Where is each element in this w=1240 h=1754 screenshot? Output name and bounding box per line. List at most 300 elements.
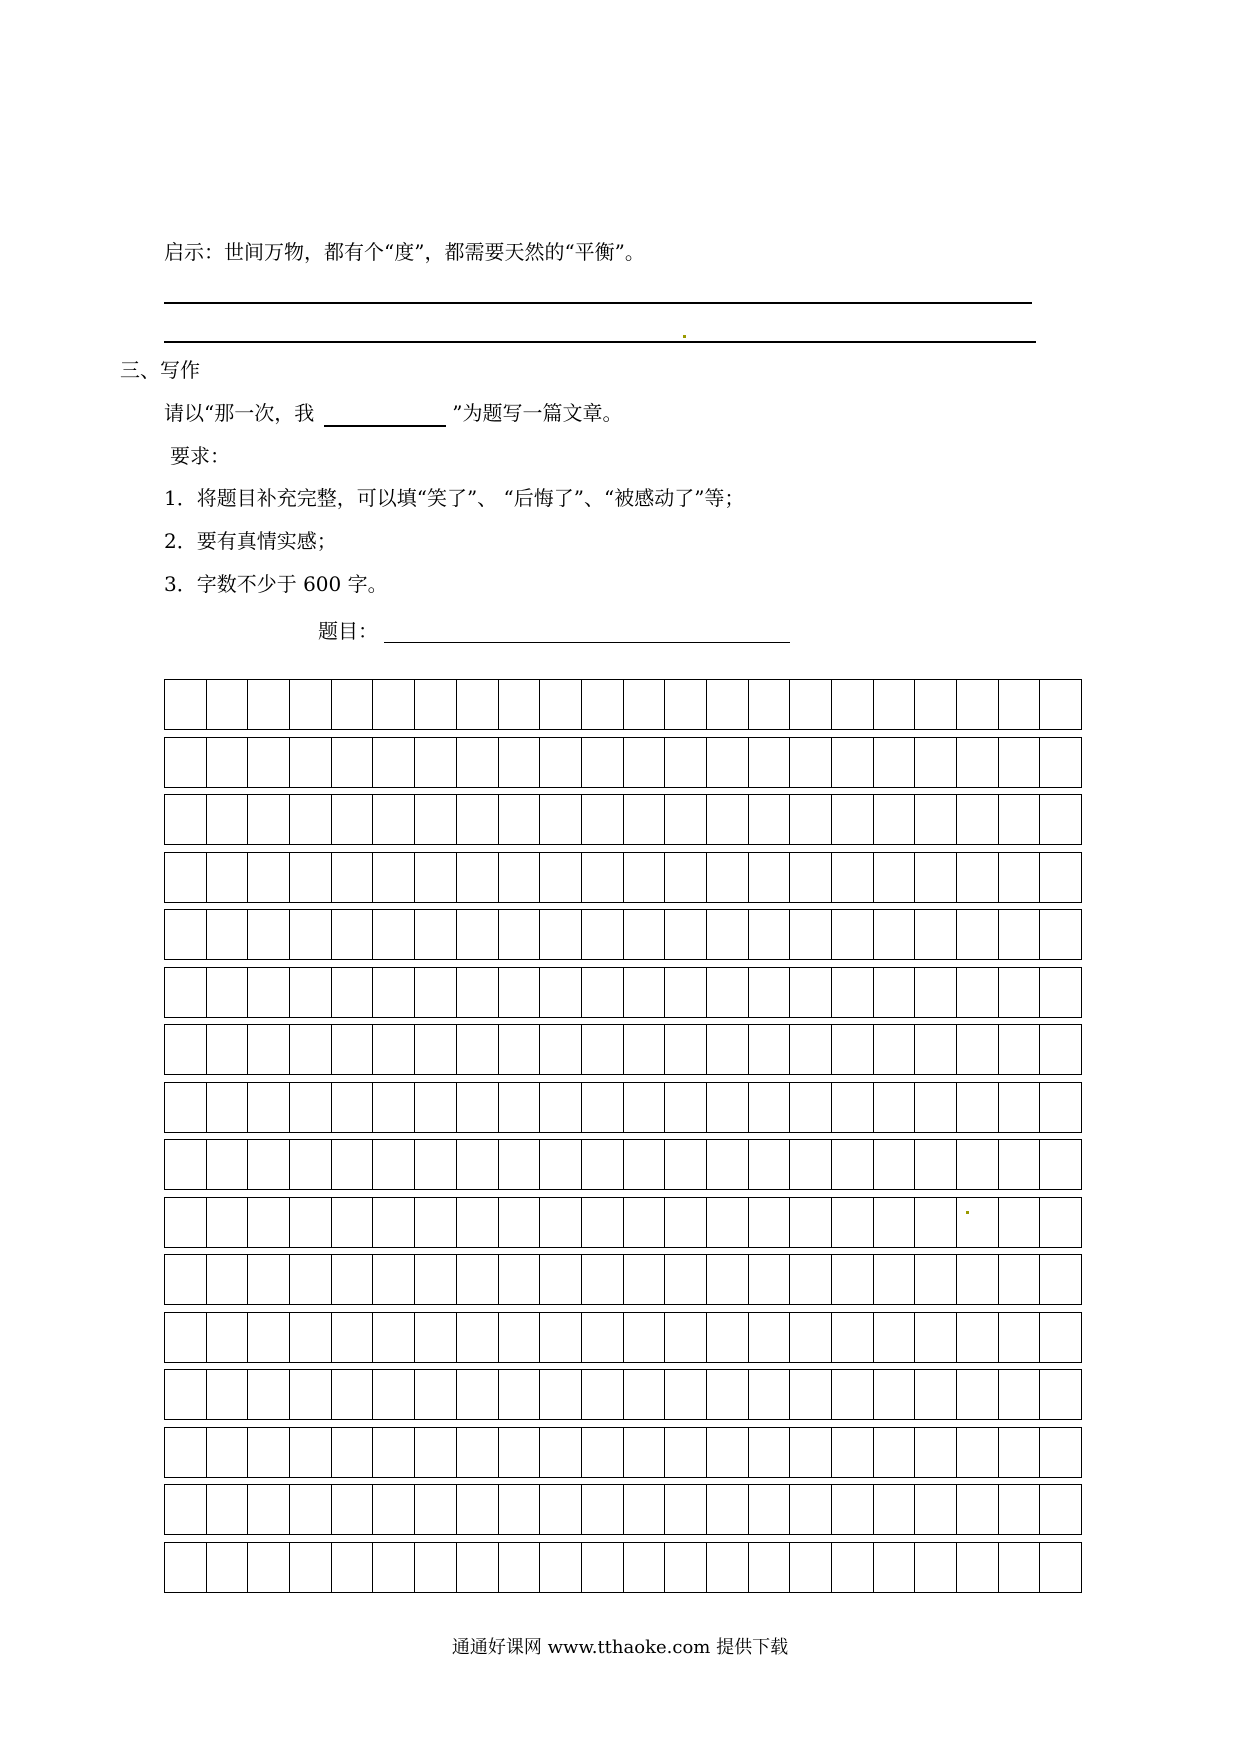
grid-cell xyxy=(457,1485,499,1534)
grid-cell xyxy=(957,1428,999,1477)
grid-cell xyxy=(957,1313,999,1362)
grid-cell xyxy=(957,1140,999,1189)
grid-cell xyxy=(999,680,1041,729)
grid-cell xyxy=(582,1255,624,1304)
grid-cell xyxy=(707,910,749,959)
grid-row xyxy=(164,1197,1082,1248)
grid-cell xyxy=(332,1083,374,1132)
grid-cell xyxy=(165,1370,207,1419)
grid-cell xyxy=(582,1140,624,1189)
grid-cell xyxy=(373,738,415,787)
grid-cell xyxy=(457,1543,499,1592)
grid-cell xyxy=(415,680,457,729)
grid-cell xyxy=(540,1255,582,1304)
prompt-after: ”为题写一篇文章。 xyxy=(452,401,623,425)
grid-cell xyxy=(540,680,582,729)
grid-cell xyxy=(999,968,1041,1017)
grid-cell xyxy=(915,1370,957,1419)
grid-cell xyxy=(790,1485,832,1534)
grid-cell xyxy=(457,968,499,1017)
grid-cell xyxy=(582,1485,624,1534)
grid-cell xyxy=(832,853,874,902)
grid-cell xyxy=(707,795,749,844)
grid-cell xyxy=(832,1428,874,1477)
grid-cell xyxy=(832,968,874,1017)
grid-row xyxy=(164,909,1082,960)
grid-cell xyxy=(665,1370,707,1419)
grid-cell xyxy=(749,910,791,959)
grid-cell xyxy=(290,1083,332,1132)
grid-cell xyxy=(290,1198,332,1247)
grid-cell xyxy=(874,1025,916,1074)
grid-cell xyxy=(915,1255,957,1304)
grid-cell xyxy=(332,1255,374,1304)
grid-cell xyxy=(207,1370,249,1419)
grid-cell xyxy=(957,968,999,1017)
grid-cell xyxy=(540,1313,582,1362)
grid-row xyxy=(164,1024,1082,1075)
grid-cell xyxy=(624,1198,666,1247)
grid-cell xyxy=(373,680,415,729)
answer-line-2 xyxy=(164,341,1036,343)
grid-cell xyxy=(665,1485,707,1534)
grid-cell xyxy=(957,1025,999,1074)
grid-cell xyxy=(165,680,207,729)
grid-cell xyxy=(1040,1025,1081,1074)
grid-cell xyxy=(957,910,999,959)
grid-cell xyxy=(540,1543,582,1592)
grid-cell xyxy=(665,1140,707,1189)
grid-cell xyxy=(790,910,832,959)
grid-row xyxy=(164,1369,1082,1420)
grid-row xyxy=(164,1542,1082,1593)
grid-cell xyxy=(915,1543,957,1592)
grid-cell xyxy=(457,910,499,959)
grid-cell xyxy=(665,1083,707,1132)
grid-cell xyxy=(248,853,290,902)
grid-cell xyxy=(999,1485,1041,1534)
grid-cell xyxy=(874,853,916,902)
grid-cell xyxy=(457,1025,499,1074)
grid-cell xyxy=(290,910,332,959)
grid-cell xyxy=(373,1370,415,1419)
grid-cell xyxy=(373,853,415,902)
grid-cell xyxy=(582,1370,624,1419)
grid-cell xyxy=(540,1428,582,1477)
grid-cell xyxy=(165,1543,207,1592)
grid-cell xyxy=(957,738,999,787)
grid-cell xyxy=(957,1485,999,1534)
grid-cell xyxy=(707,1485,749,1534)
grid-cell xyxy=(248,1543,290,1592)
grid-cell xyxy=(832,680,874,729)
grid-cell xyxy=(165,1140,207,1189)
grid-cell xyxy=(290,795,332,844)
grid-cell xyxy=(790,1198,832,1247)
grid-cell xyxy=(874,1485,916,1534)
grid-cell xyxy=(248,1140,290,1189)
grid-cell xyxy=(749,1370,791,1419)
grid-cell xyxy=(415,1083,457,1132)
grid-cell xyxy=(457,1370,499,1419)
grid-cell xyxy=(1040,680,1081,729)
grid-cell xyxy=(415,1025,457,1074)
grid-cell xyxy=(207,795,249,844)
grid-cell xyxy=(707,1083,749,1132)
grid-cell xyxy=(415,1428,457,1477)
grid-cell xyxy=(582,1025,624,1074)
answer-line-1 xyxy=(164,302,1032,304)
grid-cell xyxy=(248,910,290,959)
grid-cell xyxy=(999,1255,1041,1304)
requirement-3: 3．字数不少于 600 字。 xyxy=(164,572,388,596)
grid-cell xyxy=(499,1370,541,1419)
grid-cell xyxy=(665,1198,707,1247)
grid-cell xyxy=(1040,1543,1081,1592)
grid-cell xyxy=(915,680,957,729)
grid-cell xyxy=(499,738,541,787)
grid-cell xyxy=(582,853,624,902)
grid-cell xyxy=(373,1255,415,1304)
grid-cell xyxy=(957,1198,999,1247)
grid-cell xyxy=(332,968,374,1017)
grid-cell xyxy=(874,910,916,959)
grid-cell xyxy=(707,1140,749,1189)
grid-cell xyxy=(999,1428,1041,1477)
grid-cell xyxy=(290,1255,332,1304)
grid-cell xyxy=(457,680,499,729)
grid-cell xyxy=(207,1083,249,1132)
grid-cell xyxy=(540,1083,582,1132)
grid-cell xyxy=(915,795,957,844)
grid-cell xyxy=(1040,795,1081,844)
grid-cell xyxy=(415,1370,457,1419)
grid-cell xyxy=(832,1313,874,1362)
grid-cell xyxy=(624,1025,666,1074)
grid-cell xyxy=(665,1255,707,1304)
grid-cell xyxy=(624,1140,666,1189)
grid-cell xyxy=(915,1083,957,1132)
grid-cell xyxy=(290,1025,332,1074)
grid-cell xyxy=(915,738,957,787)
grid-cell xyxy=(290,1543,332,1592)
grid-cell xyxy=(207,1198,249,1247)
grid-cell xyxy=(248,1313,290,1362)
grid-cell xyxy=(1040,1428,1081,1477)
grid-cell xyxy=(790,1428,832,1477)
grid-cell xyxy=(499,1255,541,1304)
grid-row xyxy=(164,1082,1082,1133)
grid-cell xyxy=(999,738,1041,787)
grid-cell xyxy=(248,1083,290,1132)
grid-cell xyxy=(749,1198,791,1247)
grid-cell xyxy=(707,853,749,902)
grid-cell xyxy=(415,968,457,1017)
requirement-1: 1．将题目补充完整，可以填“笑了”、 “后悔了”、“被感动了”等； xyxy=(164,486,745,510)
grid-cell xyxy=(499,1485,541,1534)
grid-cell xyxy=(707,1198,749,1247)
grid-row xyxy=(164,1312,1082,1363)
grid-cell xyxy=(749,1255,791,1304)
grid-cell xyxy=(290,1485,332,1534)
grid-cell xyxy=(415,795,457,844)
grid-cell xyxy=(999,1083,1041,1132)
grid-cell xyxy=(1040,1313,1081,1362)
grid-cell xyxy=(707,1543,749,1592)
grid-cell xyxy=(207,1313,249,1362)
grid-cell xyxy=(915,968,957,1017)
grid-cell xyxy=(332,1370,374,1419)
grid-cell xyxy=(874,1198,916,1247)
grid-cell xyxy=(707,968,749,1017)
grid-cell xyxy=(415,1140,457,1189)
grid-cell xyxy=(749,1025,791,1074)
grid-cell xyxy=(790,1543,832,1592)
grid-cell xyxy=(832,1543,874,1592)
grid-cell xyxy=(707,680,749,729)
grid-cell xyxy=(874,1543,916,1592)
grid-cell xyxy=(373,1543,415,1592)
grid-cell xyxy=(749,738,791,787)
grid-cell xyxy=(457,1255,499,1304)
grid-cell xyxy=(582,1543,624,1592)
grid-cell xyxy=(165,1025,207,1074)
grid-cell xyxy=(624,853,666,902)
grid-cell xyxy=(790,795,832,844)
grid-cell xyxy=(790,1140,832,1189)
grid-cell xyxy=(624,968,666,1017)
grid-cell xyxy=(832,1485,874,1534)
grid-cell xyxy=(790,1255,832,1304)
grid-row xyxy=(164,1139,1082,1190)
grid-cell xyxy=(874,738,916,787)
grid-cell xyxy=(165,1083,207,1132)
grid-cell xyxy=(790,853,832,902)
grid-cell xyxy=(165,853,207,902)
grid-cell xyxy=(1040,968,1081,1017)
grid-cell xyxy=(624,1370,666,1419)
grid-cell xyxy=(665,1025,707,1074)
grid-cell xyxy=(749,1313,791,1362)
grid-cell xyxy=(290,853,332,902)
grid-cell xyxy=(165,795,207,844)
prompt-blank xyxy=(324,405,446,427)
grid-cell xyxy=(373,1485,415,1534)
grid-cell xyxy=(165,910,207,959)
grid-cell xyxy=(624,1083,666,1132)
grid-cell xyxy=(665,853,707,902)
grid-cell xyxy=(332,738,374,787)
grid-cell xyxy=(832,1140,874,1189)
grid-cell xyxy=(373,1428,415,1477)
grid-cell xyxy=(290,680,332,729)
grid-cell xyxy=(290,1140,332,1189)
grid-cell xyxy=(248,968,290,1017)
grid-cell xyxy=(874,1370,916,1419)
grid-cell xyxy=(332,910,374,959)
grid-cell xyxy=(373,1198,415,1247)
grid-cell xyxy=(707,1255,749,1304)
grid-cell xyxy=(207,738,249,787)
grid-cell xyxy=(832,1370,874,1419)
grid-cell xyxy=(373,795,415,844)
footer-text: 通通好课网 www.tthaoke.com 提供下载 xyxy=(451,1637,789,1658)
grid-cell xyxy=(582,795,624,844)
grid-cell xyxy=(415,1543,457,1592)
grid-cell xyxy=(582,680,624,729)
grid-cell xyxy=(582,968,624,1017)
grid-cell xyxy=(957,795,999,844)
grid-cell xyxy=(165,738,207,787)
grid-cell xyxy=(499,910,541,959)
grid-cell xyxy=(624,1543,666,1592)
grid-cell xyxy=(540,910,582,959)
grid-cell xyxy=(874,1313,916,1362)
grid-cell xyxy=(373,1140,415,1189)
grid-cell xyxy=(957,853,999,902)
grid-cell xyxy=(624,1313,666,1362)
grid-cell xyxy=(1040,1083,1081,1132)
grid-cell xyxy=(665,795,707,844)
grid-cell xyxy=(582,1083,624,1132)
grid-cell xyxy=(415,1485,457,1534)
grid-cell xyxy=(915,1485,957,1534)
grid-cell xyxy=(165,1255,207,1304)
grid-cell xyxy=(248,1255,290,1304)
grid-cell xyxy=(207,968,249,1017)
grid-row xyxy=(164,679,1082,730)
grid-cell xyxy=(832,738,874,787)
grid-cell xyxy=(582,1313,624,1362)
grid-cell xyxy=(290,738,332,787)
grid-cell xyxy=(707,1428,749,1477)
grid-cell xyxy=(624,1485,666,1534)
grid-cell xyxy=(457,795,499,844)
grid-cell xyxy=(457,1313,499,1362)
grid-cell xyxy=(790,1370,832,1419)
grid-cell xyxy=(373,968,415,1017)
grid-cell xyxy=(499,1428,541,1477)
grid-cell xyxy=(499,1140,541,1189)
grid-cell xyxy=(749,1083,791,1132)
grid-cell xyxy=(499,1025,541,1074)
grid-cell xyxy=(499,1083,541,1132)
grid-cell xyxy=(415,1313,457,1362)
grid-cell xyxy=(707,1370,749,1419)
grid-cell xyxy=(874,795,916,844)
grid-cell xyxy=(290,968,332,1017)
grid-cell xyxy=(624,680,666,729)
grid-cell xyxy=(332,1198,374,1247)
title-blank xyxy=(384,642,790,643)
grid-cell xyxy=(624,1428,666,1477)
grid-cell xyxy=(207,910,249,959)
grid-cell xyxy=(874,1255,916,1304)
grid-row xyxy=(164,737,1082,788)
grid-cell xyxy=(415,910,457,959)
grid-cell xyxy=(1040,1198,1081,1247)
grid-cell xyxy=(790,1083,832,1132)
grid-cell xyxy=(540,968,582,1017)
grid-cell xyxy=(790,680,832,729)
grid-cell xyxy=(499,1543,541,1592)
grid-cell xyxy=(874,1140,916,1189)
grid-cell xyxy=(499,1198,541,1247)
grid-cell xyxy=(540,1025,582,1074)
grid-cell xyxy=(832,1025,874,1074)
grid-cell xyxy=(624,795,666,844)
grid-cell xyxy=(373,1313,415,1362)
grid-cell xyxy=(999,1313,1041,1362)
grid-cell xyxy=(1040,1370,1081,1419)
grid-cell xyxy=(207,1543,249,1592)
grid-cell xyxy=(248,1025,290,1074)
grid-cell xyxy=(665,738,707,787)
grid-cell xyxy=(874,680,916,729)
grid-cell xyxy=(1040,1255,1081,1304)
grid-cell xyxy=(832,1198,874,1247)
grid-cell xyxy=(665,968,707,1017)
grid-cell xyxy=(207,1255,249,1304)
grid-cell xyxy=(332,1313,374,1362)
hint-text: 启示：世间万物，都有个“度”，都需要天然的“平衡”。 xyxy=(164,240,645,264)
grid-cell xyxy=(332,1428,374,1477)
grid-cell xyxy=(915,1428,957,1477)
grid-cell xyxy=(832,795,874,844)
grid-cell xyxy=(999,1025,1041,1074)
grid-cell xyxy=(749,968,791,1017)
grid-cell xyxy=(957,1083,999,1132)
grid-cell xyxy=(790,1025,832,1074)
grid-cell xyxy=(749,1543,791,1592)
grid-cell xyxy=(373,1025,415,1074)
grid-cell xyxy=(749,795,791,844)
grid-cell xyxy=(540,1485,582,1534)
grid-cell xyxy=(665,1313,707,1362)
grid-cell xyxy=(332,853,374,902)
grid-cell xyxy=(749,853,791,902)
grid-cell xyxy=(499,680,541,729)
grid-cell xyxy=(373,910,415,959)
grid-cell xyxy=(415,738,457,787)
grid-cell xyxy=(999,853,1041,902)
writing-prompt xyxy=(164,399,622,427)
grid-cell xyxy=(499,853,541,902)
grid-cell xyxy=(373,1083,415,1132)
grid-cell xyxy=(832,910,874,959)
grid-cell xyxy=(915,1025,957,1074)
grid-cell xyxy=(749,1485,791,1534)
grid-cell xyxy=(915,1198,957,1247)
grid-cell xyxy=(999,1198,1041,1247)
title-label: 题目： xyxy=(318,619,378,643)
grid-cell xyxy=(165,968,207,1017)
grid-cell xyxy=(540,738,582,787)
grid-cell xyxy=(332,1543,374,1592)
grid-cell xyxy=(499,1313,541,1362)
grid-cell xyxy=(749,1140,791,1189)
grid-cell xyxy=(790,1313,832,1362)
grid-cell xyxy=(665,680,707,729)
ink-speck xyxy=(683,335,686,338)
grid-cell xyxy=(832,1083,874,1132)
grid-cell xyxy=(457,853,499,902)
grid-cell xyxy=(207,1140,249,1189)
grid-cell xyxy=(165,1428,207,1477)
grid-cell xyxy=(957,680,999,729)
grid-cell xyxy=(207,853,249,902)
grid-cell xyxy=(665,910,707,959)
